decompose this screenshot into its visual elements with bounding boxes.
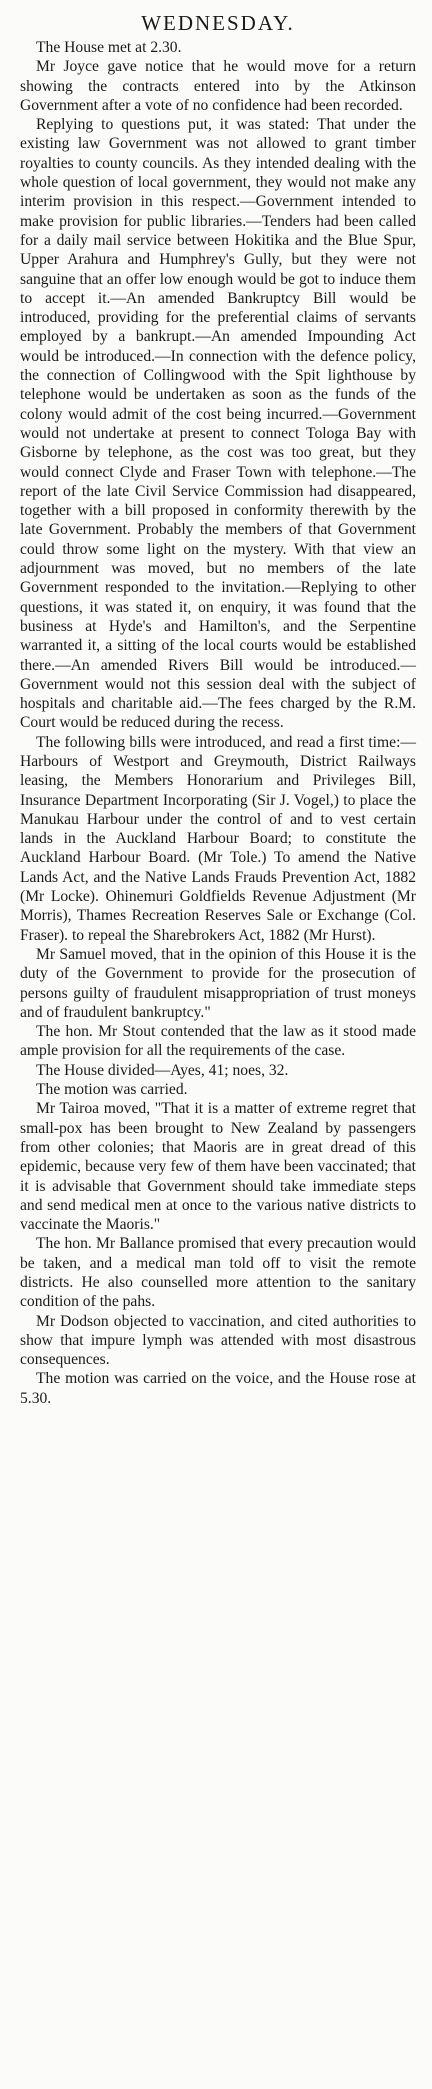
paragraph-house-rose: The motion was carried on the voice, and the House rose at 5.30. — [20, 1370, 416, 1407]
paragraph-samuel-motion: Mr Samuel moved, that in the opinion of this House it is the duty of the Government to provide for the prosecution of persons guilty of fraudulent misappropriation of trust moneys and of fraudulent bankruptcy." — [20, 945, 416, 1021]
paragraph-tairoa-motion: Mr Tairoa moved, "That it is a matter of extreme regret that small-pox has been brought to New Zealand by passengers from other colonies; that Maoris are in great dread of this epidemic, because very few of them have been vaccinated; that it is advisable that Government should take immediate steps and send medical men at once to the various native districts to vaccinate the Maoris." — [20, 1100, 416, 1234]
paragraph-dodson-objection: Mr Dodson objected to vaccination, and cited authorities to show that impure lymph was attended with most disastrous consequences. — [20, 1312, 416, 1369]
paragraph-replies-to-questions: Replying to questions put, it was stated: That under the existing law Government was not allowed to grant timber royalties to county councils. As they intended dealing with the whole question of local government, they would not make any interim provision in this respect.—Government intended to make provision for public libraries.—Tenders had been called for a daily mail service between Hokitika and the Blue Spur, Upper Arahura and Humphrey's Gully, but they were not sanguine that an offer low enough would be got to induce them to accept it.—An amended Bankruptcy Bill would be introduced, providing for the preferential claims of servants employed by a bankrupt.—An amended Impounding Act would be introduced.—In connection with the defence policy, the connection of Collingwood with the Spit lighthouse by telephone would be undertaken as soon as the funds of the colony would admit of the cost being incurred.—Government would not undertake at present to connect Tologa Bay with Gisborne by telephone, as the cost was too great, but they would connect Clyde and Fraser Town with telephone.—The report of the late Civil Service Commission had disappeared, together with a bill proposed in conformity therewith by the late Government. Probably the members of that Government could throw some light on the mystery. With that view an adjournment was moved, but no members of the late Government responded to the invitation.—Replying to other questions, it was stated it, on enquiry, it was found that the business at Hyde's and Hamilton's, and the Serpentine warranted it, a sitting of the local courts would be established there.—An amended Rivers Bill would be introduced.—Government would not this session deal with the subject of hospitals and charitable aid.—The fees charged by the R.M. Court would be reduced during the recess. — [20, 116, 416, 732]
paragraph-division-result: The House divided—Ayes, 41; noes, 32. — [36, 1061, 289, 1079]
paragraph-motion-carried: The motion was carried. — [36, 1081, 188, 1099]
paragraph-ballance-reply: The hon. Mr Ballance promised that every precaution would be taken, and a medical man told off to visit the remote districts. He also counselled more attention to the sanitary condition of the pahs. — [20, 1235, 416, 1311]
section-heading: WEDNESDAY. — [141, 11, 295, 35]
paragraph-bills-introduced: The following bills were introduced, and read a first time:—Harbours of Westport and Greymouth, District Railways leasing, the Members Honorarium and Privileges Bill, Insurance Department Incorporating (Sir J. Vogel,) to place the Manukau Harbour under the control of and to vest certain lands in the Auckland Harbour Board; to constitute the Auckland Harbour Board. (Mr Tole.) To amend the Native Lands Act, and the Native Lands Frauds Prevention Act, 1882 (Mr Locke). Ohinemuri Goldfields Revenue Adjustment (Mr Morris), Thames Recreation Reserves Sale or Exchange (Col. Fraser). to repeal the Sharebrokers Act, 1882 (Mr Hurst). — [20, 733, 416, 944]
paragraph-joyce-notice: Mr Joyce gave notice that he would move for a return showing the contracts entered into by the Atkinson Government after a vote of no confidence had been recorded. — [20, 58, 416, 114]
paragraph-stout-reply: The hon. Mr Stout contended that the law as it stood made ample provision for all the requirements of the case. — [20, 1023, 416, 1060]
paragraph-house-met: The House met at 2.30. — [36, 39, 182, 56]
